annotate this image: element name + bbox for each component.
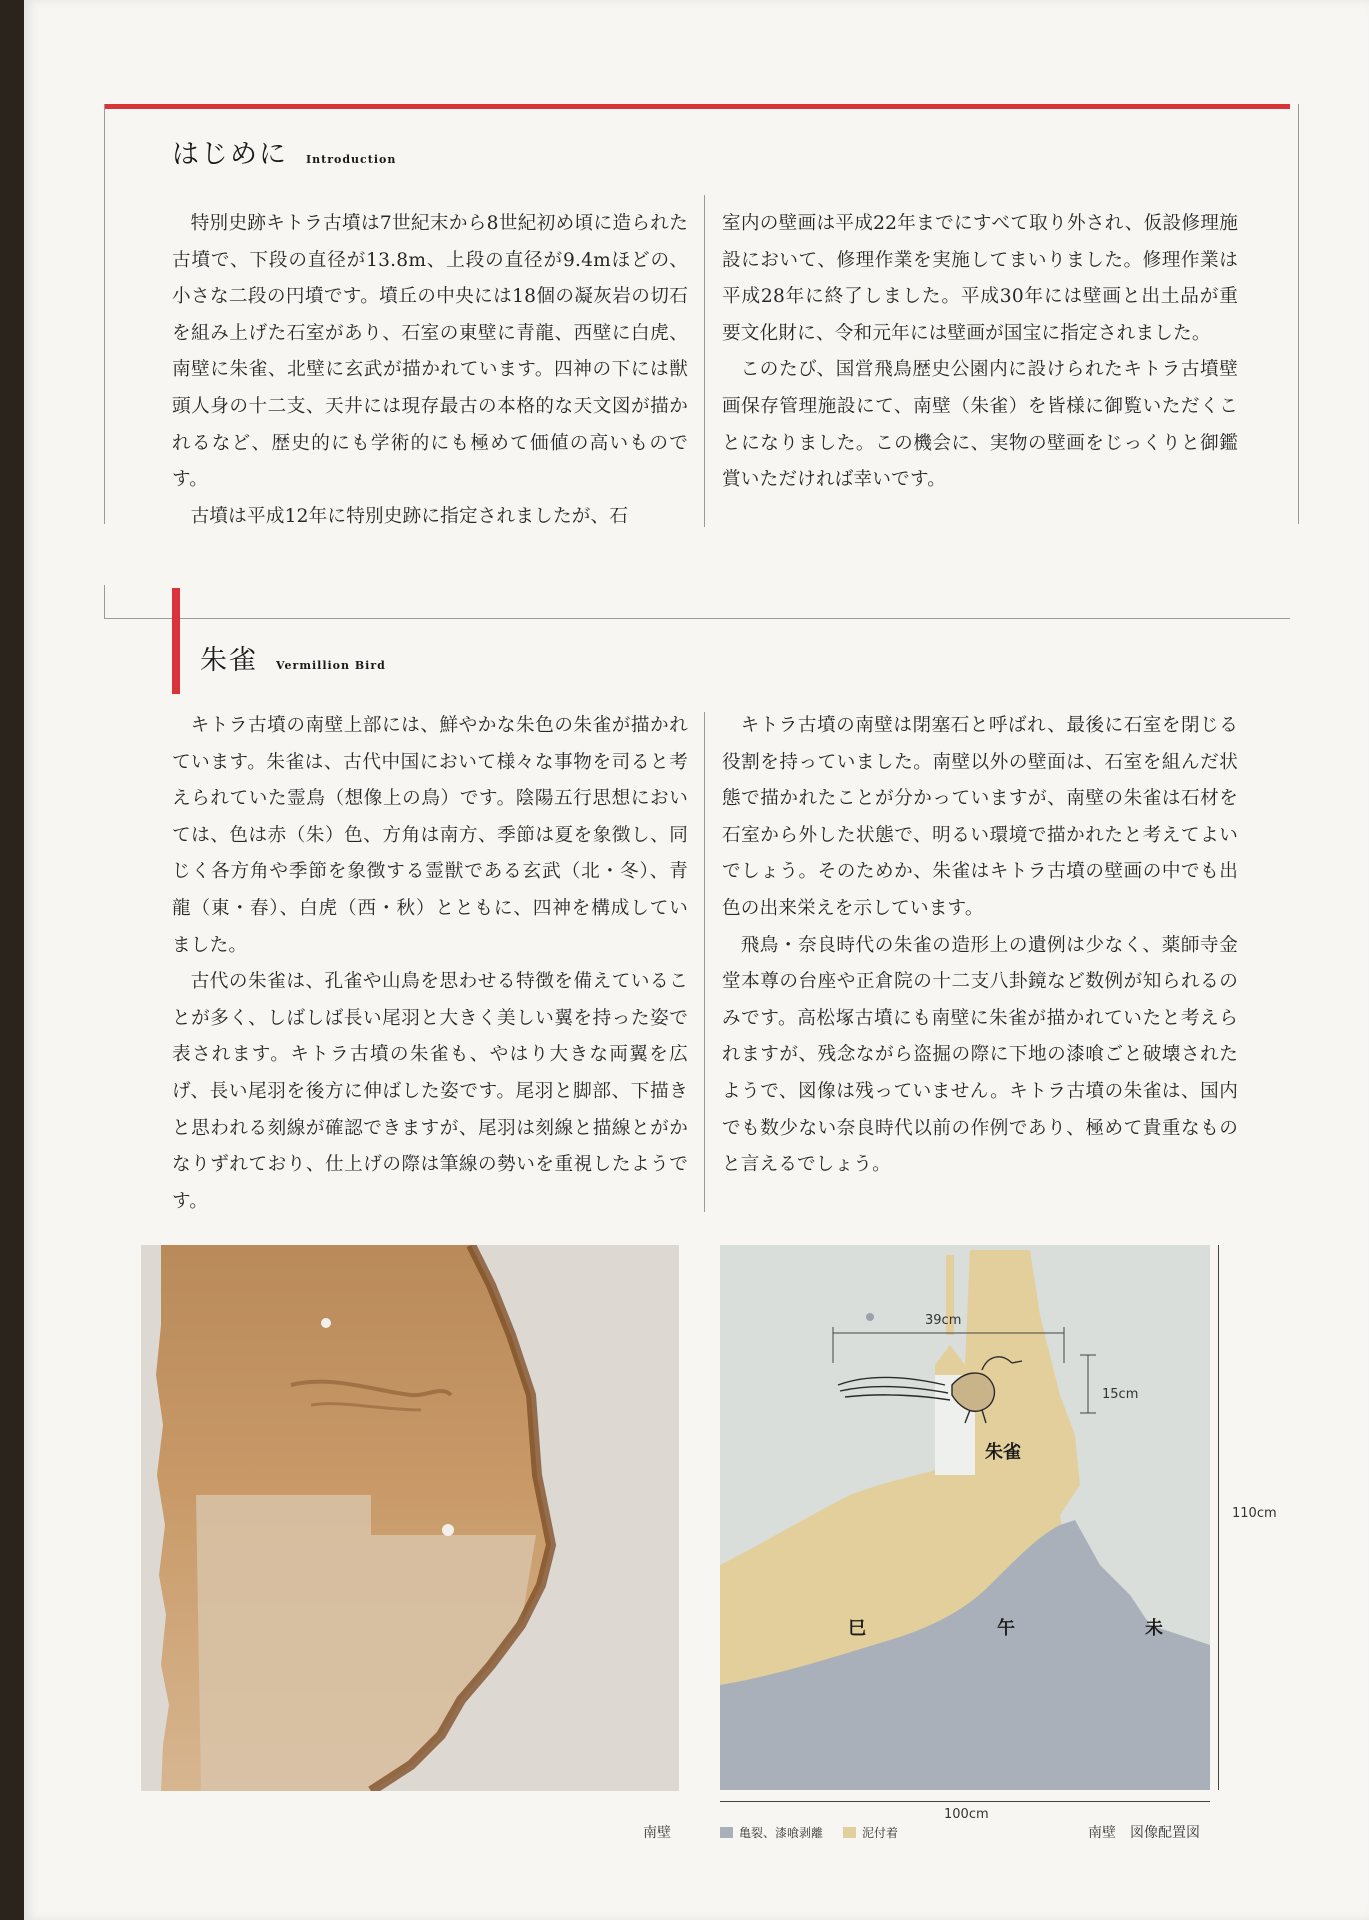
suzaku-right-column xyxy=(722,708,1238,1184)
intro-paragraph-2: 古墳は平成12年に特別史跡に指定されましたが、石 xyxy=(190,505,629,527)
bird-width-label: 39cm xyxy=(925,1313,962,1328)
suzaku-paragraph-2: 古代の朱雀は、孔雀や山鳥を思わせる特徴を備えていることが多く、しばしば長い尾羽と大きく美しい翼を持った姿で表されます。キトラ古墳の朱雀も、やはり大きな両翼を広げ、長い尾羽を後方に伸ばした姿です。尾羽と脚部、下描きと思われる刻線が確認できますが、尾羽は刻線と描線とがかなりずれており、仕上げの際は筆線の勢いを重視したようです。 xyxy=(172,971,688,1212)
intro-title-en: Introduction xyxy=(306,153,397,166)
suzaku-left-column xyxy=(172,708,688,1220)
suzaku-left-border xyxy=(104,585,105,619)
south-wall-photo-image xyxy=(141,1245,679,1791)
legend-swatch-tan xyxy=(843,1827,856,1838)
suzaku-accent-bar xyxy=(172,588,180,694)
photo-caption: 南壁 xyxy=(643,1825,671,1841)
legend-item-mud xyxy=(843,1824,898,1841)
suzaku-title-jp: 朱雀 xyxy=(200,645,258,676)
bird-height-label: 15cm xyxy=(1102,1387,1139,1402)
suzaku-paragraph-1: キトラ古墳の南壁上部には、鮮やかな朱色の朱雀が描かれています。朱雀は、古代中国において様々な事物を司ると考えられていた霊鳥（想像上の鳥）です。陰陽五行思想においては、色は赤（朱）色、方角は南方、季節は夏を象徴し、同じく各方角や季節を象徴する霊獣である玄武（北・冬）、青龍（東・春）、白虎（西・秋）とともに、四神を構成していました。 xyxy=(172,715,688,956)
intro-heading xyxy=(172,132,396,171)
wall-width-label: 100cm xyxy=(944,1807,989,1822)
intro-title-jp: はじめに xyxy=(172,139,288,170)
intro-paragraph-1: 特別史跡キトラ古墳は7世紀末から8世紀初め頃に造られた古墳で、下段の直径が13.8m、上段の直径が9.4mほどの、小さな二段の円墳です。墳丘の中央には18個の凝灰岩の切石を組み上げた石室があり、石室の東壁に青龍、西壁に白虎、南壁に朱雀、北壁に玄武が描かれています。四神の下には獣頭人身の十二支、天井には現存最古の本格的な天文図が描かれるなど、歴史的にも学術的にも極めて価値の高いものです。 xyxy=(172,213,688,491)
suzaku-paragraph-4: 飛鳥・奈良時代の朱雀の造形上の遺例は少なく、薬師寺金堂本尊の台座や正倉院の十二支八卦鏡など数例が知られるのみです。高松塚古墳にも南壁に朱雀が描かれていたと考えられますが、残念ながら盗掘の際に下地の漆喰ごと破壊されたようで、図像は残っていません。キトラ古墳の朱雀は、国内でも数少ない奈良時代以前の作例であり、極めて貴重なものと言えるでしょう。 xyxy=(722,934,1238,1176)
intro-right-column xyxy=(722,206,1238,499)
intro-right-border xyxy=(1298,104,1299,524)
wall-height-label: 110cm xyxy=(1232,1506,1277,1521)
intro-column-divider xyxy=(704,195,705,527)
south-wall-photo xyxy=(141,1245,679,1791)
intro-paragraph-4: このたび、国営飛鳥歴史公園内に設けられたキトラ古墳壁画保存管理施設にて、南壁（朱雀）を皆様に御覧いただくことになりました。この機会に、実物の壁画をじっくりと御鑑賞いただければ幸いです。 xyxy=(722,359,1238,491)
legend-label-crack: 亀裂、漆喰剥離 xyxy=(739,1826,824,1840)
zodiac-horse-label: 午 xyxy=(997,1618,1015,1639)
wall-height-rule xyxy=(1218,1245,1219,1790)
section-top-rule xyxy=(104,104,1290,109)
placement-diagram xyxy=(720,1245,1210,1790)
diagram-legend xyxy=(720,1824,918,1841)
suzaku-title-en: Vermillion Bird xyxy=(276,659,386,672)
zodiac-sheep-label: 未 xyxy=(1145,1618,1163,1639)
suzaku-paragraph-3: キトラ古墳の南壁は閉塞石と呼ばれ、最後に石室を閉じる役割を持っていました。南壁以外の壁面は、石室を組んだ状態で描かれたことが分かっていますが、南壁の朱雀は石材を石室から外した状態で、明るい環境で描かれたと考えてよいでしょう。そのためか、朱雀はキトラ古墳の壁画の中でも出色の出来栄えを示しています。 xyxy=(722,715,1238,919)
zodiac-snake-label: 巳 xyxy=(848,1618,866,1639)
legend-item-crack xyxy=(720,1824,823,1841)
suzaku-heading xyxy=(200,638,386,677)
suzaku-top-rule xyxy=(104,618,1290,619)
legend-swatch-gray xyxy=(720,1827,733,1838)
wall-width-rule xyxy=(720,1801,1210,1802)
suzaku-column-divider xyxy=(704,712,705,1212)
intro-paragraph-3: 室内の壁画は平成22年までにすべて取り外され、仮設修理施設において、修理作業を実施してまいりました。修理作業は平成28年に終了しました。平成30年には壁画と出土品が重要文化財に、令和元年には壁画が国宝に指定されました。 xyxy=(722,213,1238,344)
placement-diagram-image xyxy=(720,1245,1210,1790)
bird-label: 朱雀 xyxy=(985,1442,1021,1463)
diagram-caption: 南壁 図像配置図 xyxy=(1088,1825,1200,1841)
legend-label-mud: 泥付着 xyxy=(862,1826,899,1840)
intro-left-column xyxy=(172,206,688,535)
intro-left-border xyxy=(104,104,105,524)
